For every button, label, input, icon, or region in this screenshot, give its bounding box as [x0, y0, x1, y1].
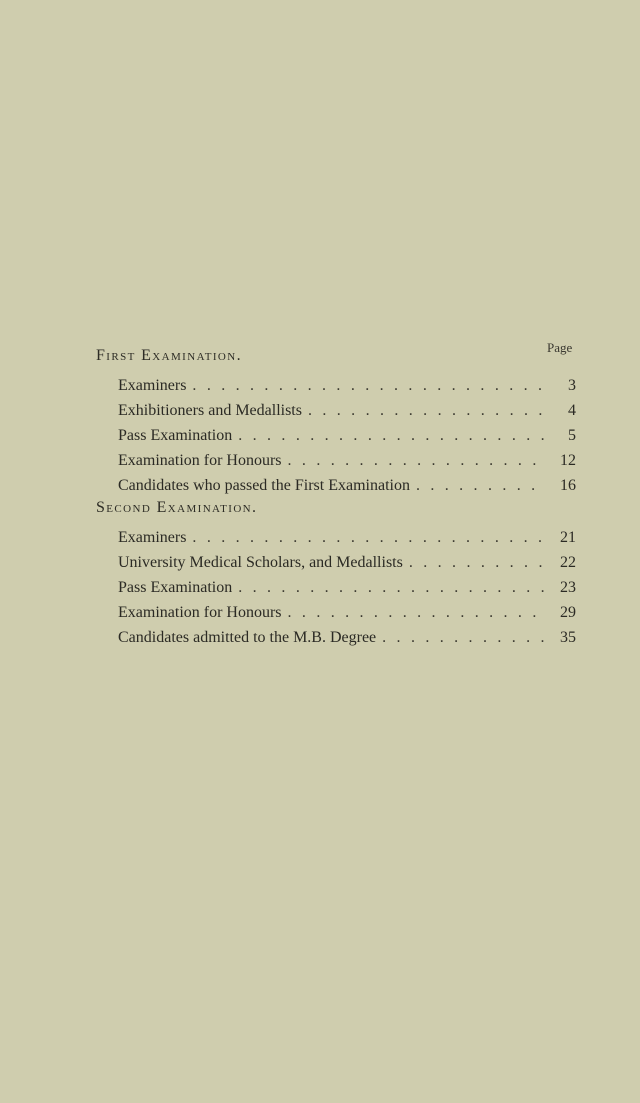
toc-entry	[118, 550, 576, 575]
entry-page-number: 23	[560, 579, 576, 596]
entry-title: Examination for Honours	[118, 604, 282, 621]
page-column-label: Page	[547, 340, 573, 355]
dot-leader	[382, 625, 544, 650]
section-heading: First Examination.	[96, 347, 242, 364]
toc-entry	[118, 575, 576, 600]
entry-page-number: 4	[568, 402, 576, 419]
entry-page-number: 16	[560, 477, 576, 494]
entry-title: University Medical Scholars, and Medallists	[118, 554, 403, 571]
entry-page-number: 35	[560, 629, 576, 646]
toc-entry	[118, 398, 576, 423]
entry-page-number: 29	[560, 604, 576, 621]
toc-entry	[118, 423, 576, 448]
entry-title: Pass Examination	[118, 579, 233, 596]
toc-entry	[118, 373, 576, 398]
entry-title: Candidates admitted to the M.B. Degree	[118, 629, 377, 646]
entry-title: Examiners	[118, 529, 187, 546]
dot-leader	[416, 473, 544, 498]
dot-leader	[288, 448, 544, 473]
dot-leader	[238, 575, 544, 600]
toc-entry	[118, 600, 576, 625]
section-heading: Second Examination.	[96, 499, 258, 516]
entry-page-number: 3	[568, 377, 576, 394]
toc-entry	[118, 525, 576, 550]
entry-title: Pass Examination	[118, 427, 233, 444]
toc-entry	[118, 625, 576, 650]
dot-leader	[192, 525, 544, 550]
entry-page-number: 22	[560, 554, 576, 571]
dot-leader	[288, 600, 544, 625]
dot-leader	[409, 550, 544, 575]
entry-page-number: 5	[568, 427, 576, 444]
section-first-examination	[96, 345, 576, 498]
entry-page-number: 21	[560, 529, 576, 546]
dot-leader	[238, 423, 544, 448]
dot-leader	[192, 373, 544, 398]
dot-leader	[308, 398, 544, 423]
toc-entry	[118, 448, 576, 473]
section-second-examination	[96, 497, 576, 650]
entry-title: Examination for Honours	[118, 452, 282, 469]
entry-title: Exhibitioners and Medallists	[118, 402, 302, 419]
toc-entry	[118, 473, 576, 498]
entry-title: Examiners	[118, 377, 187, 394]
entry-title: Candidates who passed the First Examination	[118, 477, 410, 494]
entry-page-number: 12	[560, 452, 576, 469]
